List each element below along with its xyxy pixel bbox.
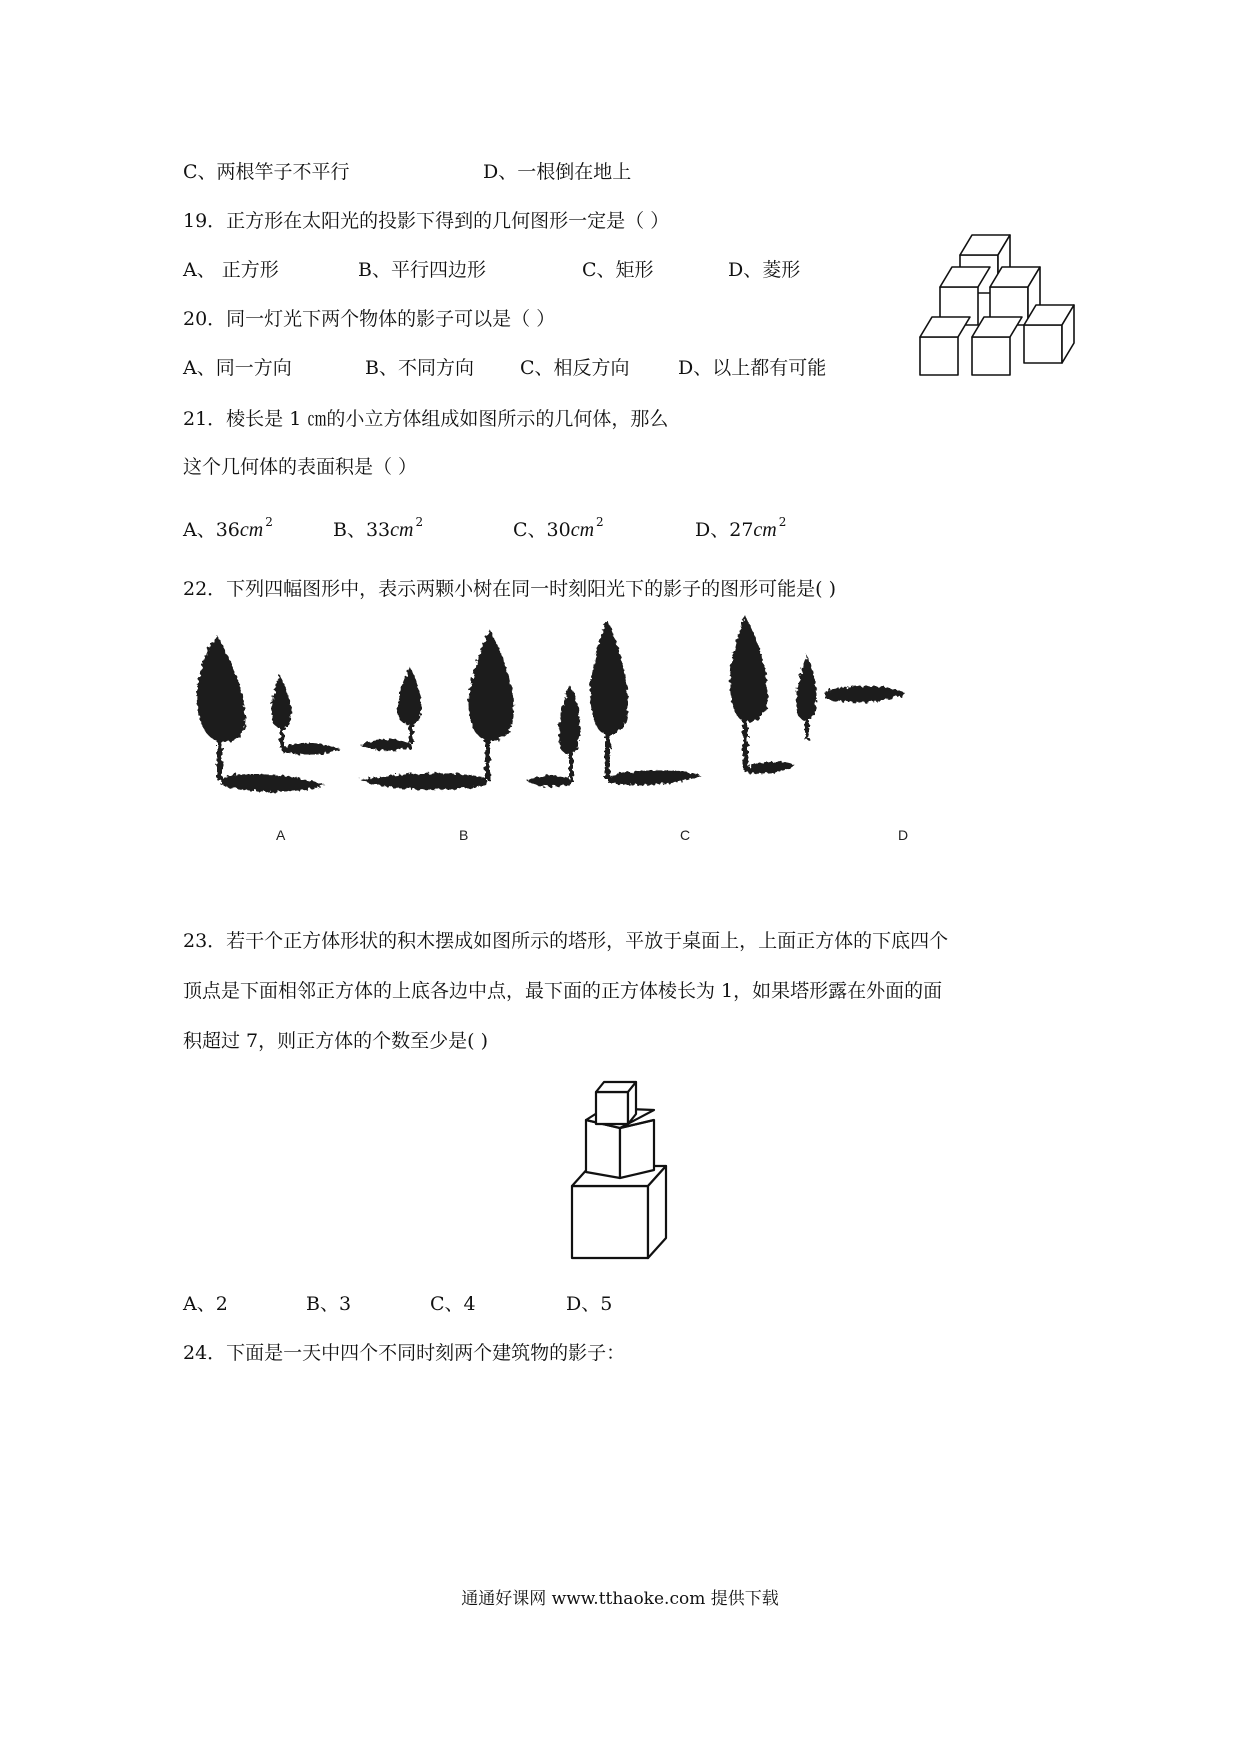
q21-option-d-unit: cm	[753, 519, 777, 541]
q19-option-a: A、 正方形	[183, 259, 279, 281]
page-footer: 通通好课网 www.tthaoke.com 提供下载	[461, 1589, 779, 1609]
q19-option-c: C、矩形	[582, 259, 654, 281]
tree-figure-b	[360, 630, 514, 790]
q20-option-a: A、同一方向	[183, 357, 292, 379]
q18-option-c: C、两根竿子不平行	[183, 161, 350, 183]
q23-stem-line2: 顶点是下面相邻正方体的上底各边中点，最下面的正方体棱长为 1，如果塔形露在外面的面	[183, 980, 943, 1002]
tree-label-a: A	[276, 827, 286, 843]
q21-option-b-exp: 2	[415, 515, 424, 529]
q19-option-d: D、菱形	[728, 259, 801, 281]
q21-option-c-unit: cm	[570, 519, 595, 541]
q23-option-c: C、4	[430, 1293, 476, 1315]
q18-option-d: D、一根倒在地上	[483, 161, 632, 183]
cube-bottom-mid	[972, 317, 1022, 375]
q19-stem: 19．正方形在太阳光的投影下得到的几何图形一定是（ ）	[183, 210, 670, 232]
q23-option-b: B、3	[306, 1293, 352, 1315]
q21-option-a	[183, 516, 273, 540]
tree-figure-a	[197, 635, 340, 792]
cube-bottom-left	[920, 317, 970, 375]
q21-stem-line2: 这个几何体的表面积是（ ）	[183, 456, 418, 478]
q21-option-b	[333, 516, 423, 540]
tree-label-b: B	[459, 827, 469, 843]
q21-option-d-prefix: D、27	[695, 519, 754, 541]
q21-option-c-exp: 2	[596, 515, 604, 529]
tree-label-c: C	[680, 827, 691, 843]
q23-stem-line1: 23．若干个正方体形状的积木摆成如图所示的塔形，平放于桌面上，上面正方体的下底四个	[183, 930, 949, 952]
q21-option-a-exp: 2	[265, 515, 273, 529]
q21-option-d-exp: 2	[778, 515, 787, 529]
q21-option-a-prefix: A、36	[183, 519, 240, 541]
tree-figure-c	[527, 620, 700, 787]
q20-option-d: D、以上都有可能	[678, 357, 827, 379]
q23-option-d: D、5	[566, 1293, 613, 1315]
q23-stem-line3: 积超过 7，则正方体的个数至少是( )	[183, 1030, 488, 1052]
q21-option-b-prefix: B、33	[333, 519, 391, 541]
tree-label-d: D	[898, 827, 909, 843]
q23-tower-figure	[560, 1078, 680, 1264]
q21-option-b-unit: cm	[390, 519, 414, 541]
q24-stem: 24．下面是一天中四个不同时刻两个建筑物的影子：	[183, 1342, 626, 1364]
q20-stem: 20．同一灯光下两个物体的影子可以是（ ）	[183, 308, 556, 330]
tower-cube-top	[596, 1082, 636, 1124]
cube-bottom-right	[1024, 305, 1074, 363]
q21-option-a-unit: cm	[239, 519, 264, 541]
q21-option-d	[695, 516, 786, 540]
q22-stem: 22．下列四幅图形中，表示两颗小树在同一时刻阳光下的影子的图形可能是( )	[183, 578, 837, 600]
q23-option-a: A、2	[183, 1293, 228, 1315]
q19-option-b: B、平行四边形	[358, 259, 486, 281]
q21-option-c-prefix: C、30	[513, 519, 571, 541]
q21-option-c	[513, 516, 604, 540]
q20-option-c: C、相反方向	[520, 357, 630, 379]
tree-figure-d	[730, 615, 905, 774]
q21-stem-line1: 21．棱长是 1 ㎝的小立方体组成如图所示的几何体，那么	[183, 408, 669, 430]
q21-cube-figure	[900, 225, 1100, 405]
q20-option-b: B、不同方向	[365, 357, 474, 379]
tower-cube-bottom	[572, 1166, 666, 1258]
q22-trees-figure	[185, 615, 1035, 825]
